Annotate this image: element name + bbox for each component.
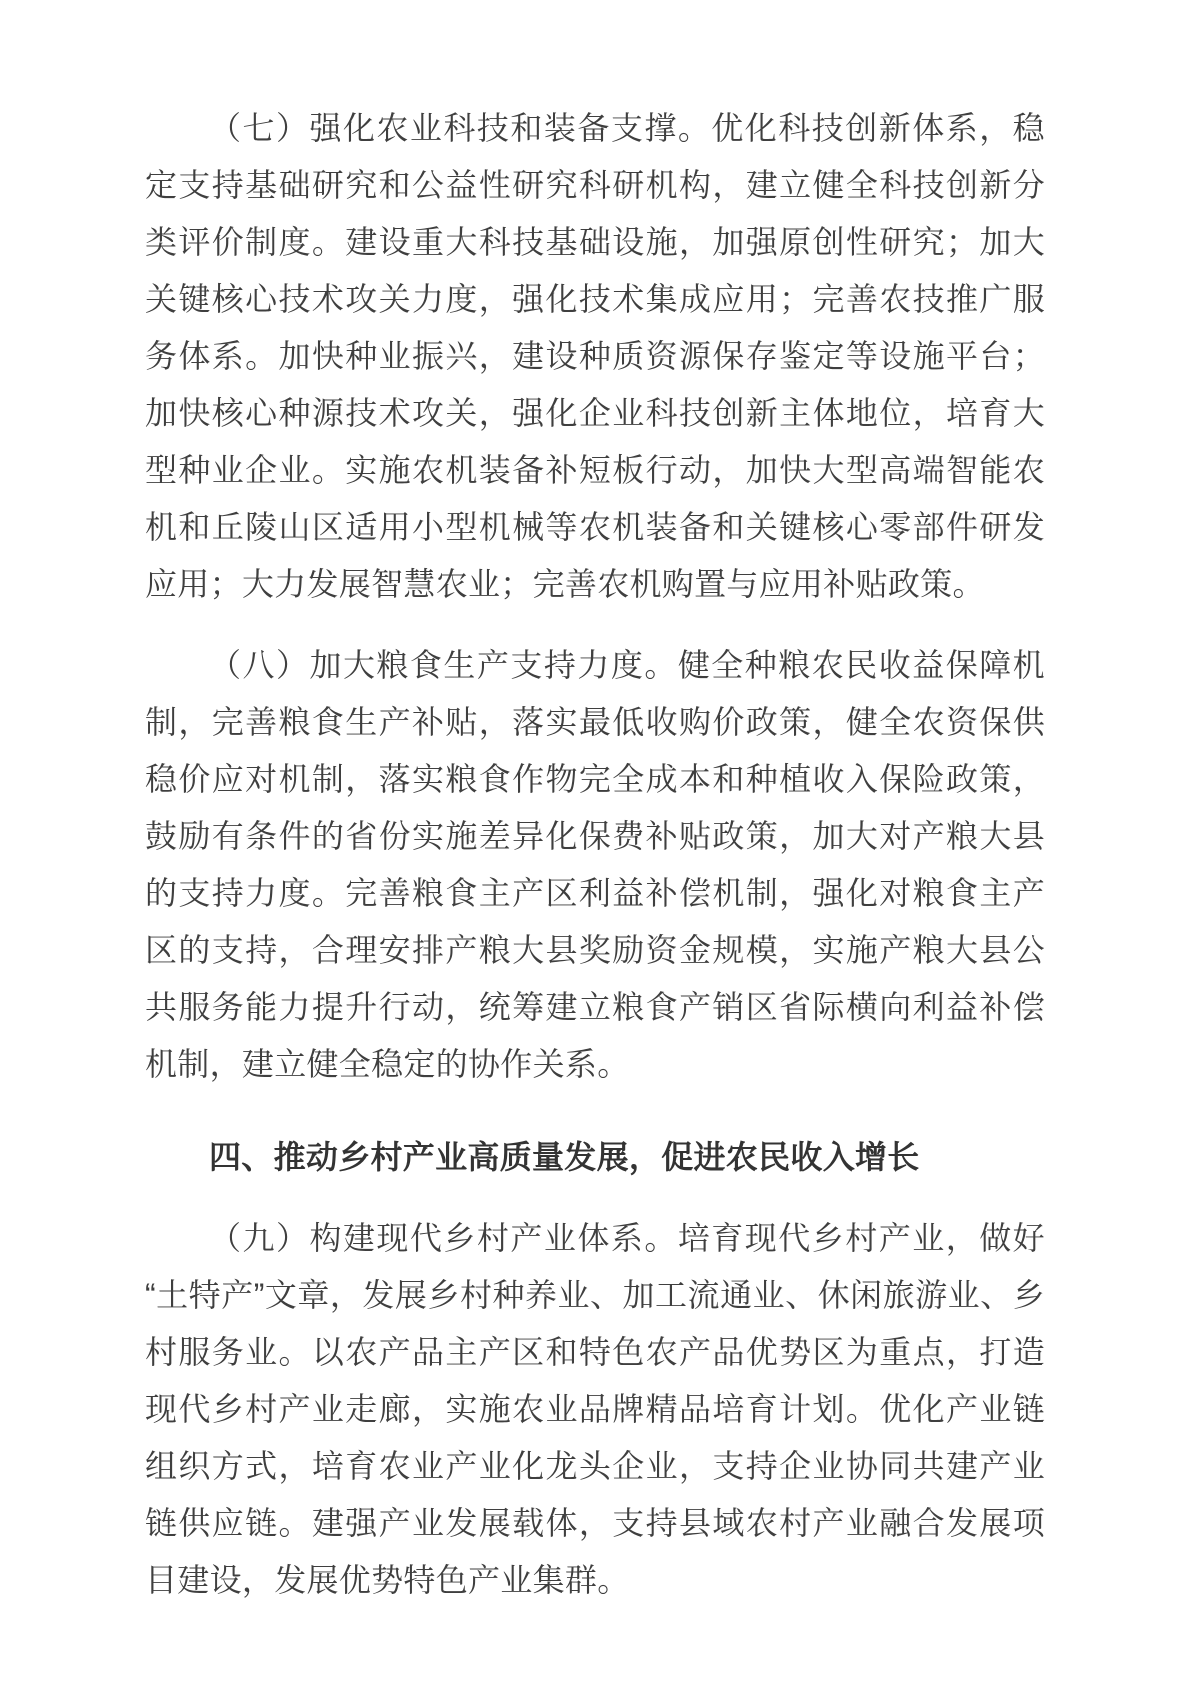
paragraph-section-8: （八）加大粮食生产支持力度。健全种粮农民收益保障机制，完善粮食生产补贴，落实最低收购价政策，健全农资保供稳价应对机制，落实粮食作物完全成本和种植收入保险政策，鼓励有条件的省份实施差异化保费补贴政策，加大对产粮大县的支持力度。完善粮食主产区利益补偿机制，强化对粮食主产区的支持，合理安排产粮大县奖励资金规模，实施产粮大县公共服务能力提升行动，统筹建立粮食产销区省际横向利益补偿机制，建立健全稳定的协作关系。	[145, 647, 1045, 1082]
section-heading-part-4: 四、推动乡村产业高质量发展，促进农民收入增长	[209, 1139, 920, 1175]
paragraph-section-7: （七）强化农业科技和装备支撑。优化科技创新体系，稳定支持基础研究和公益性研究科研机构，建立健全科技创新分类评价制度。建设重大科技基础设施，加强原创性研究；加大关键核心技术攻关力度，强化技术集成应用；完善农技推广服务体系。加快种业振兴，建设种质资源保存鉴定等设施平台；加快核心种源技术攻关，强化企业科技创新主体地位，培育大型种业企业。实施农机装备补短板行动，加快大型高端智能农机和丘陵山区适用小型机械等农机装备和关键核心零部件研发应用；大力发展智慧农业；完善农机购置与应用补贴政策。	[145, 110, 1045, 602]
paragraph-section-9: （九）构建现代乡村产业体系。培育现代乡村产业，做好“土特产”文章，发展乡村种养业、加工流通业、休闲旅游业、乡村服务业。以农产品主产区和特色农产品优势区为重点，打造现代乡村产业走廊，实施农业品牌精品培育计划。优化产业链组织方式，培育农业产业化龙头企业，支持企业协同共建产业链供应链。建强产业发展载体，支持县域农村产业融合发展项目建设，发展优势特色产业集群。	[145, 1220, 1045, 1598]
